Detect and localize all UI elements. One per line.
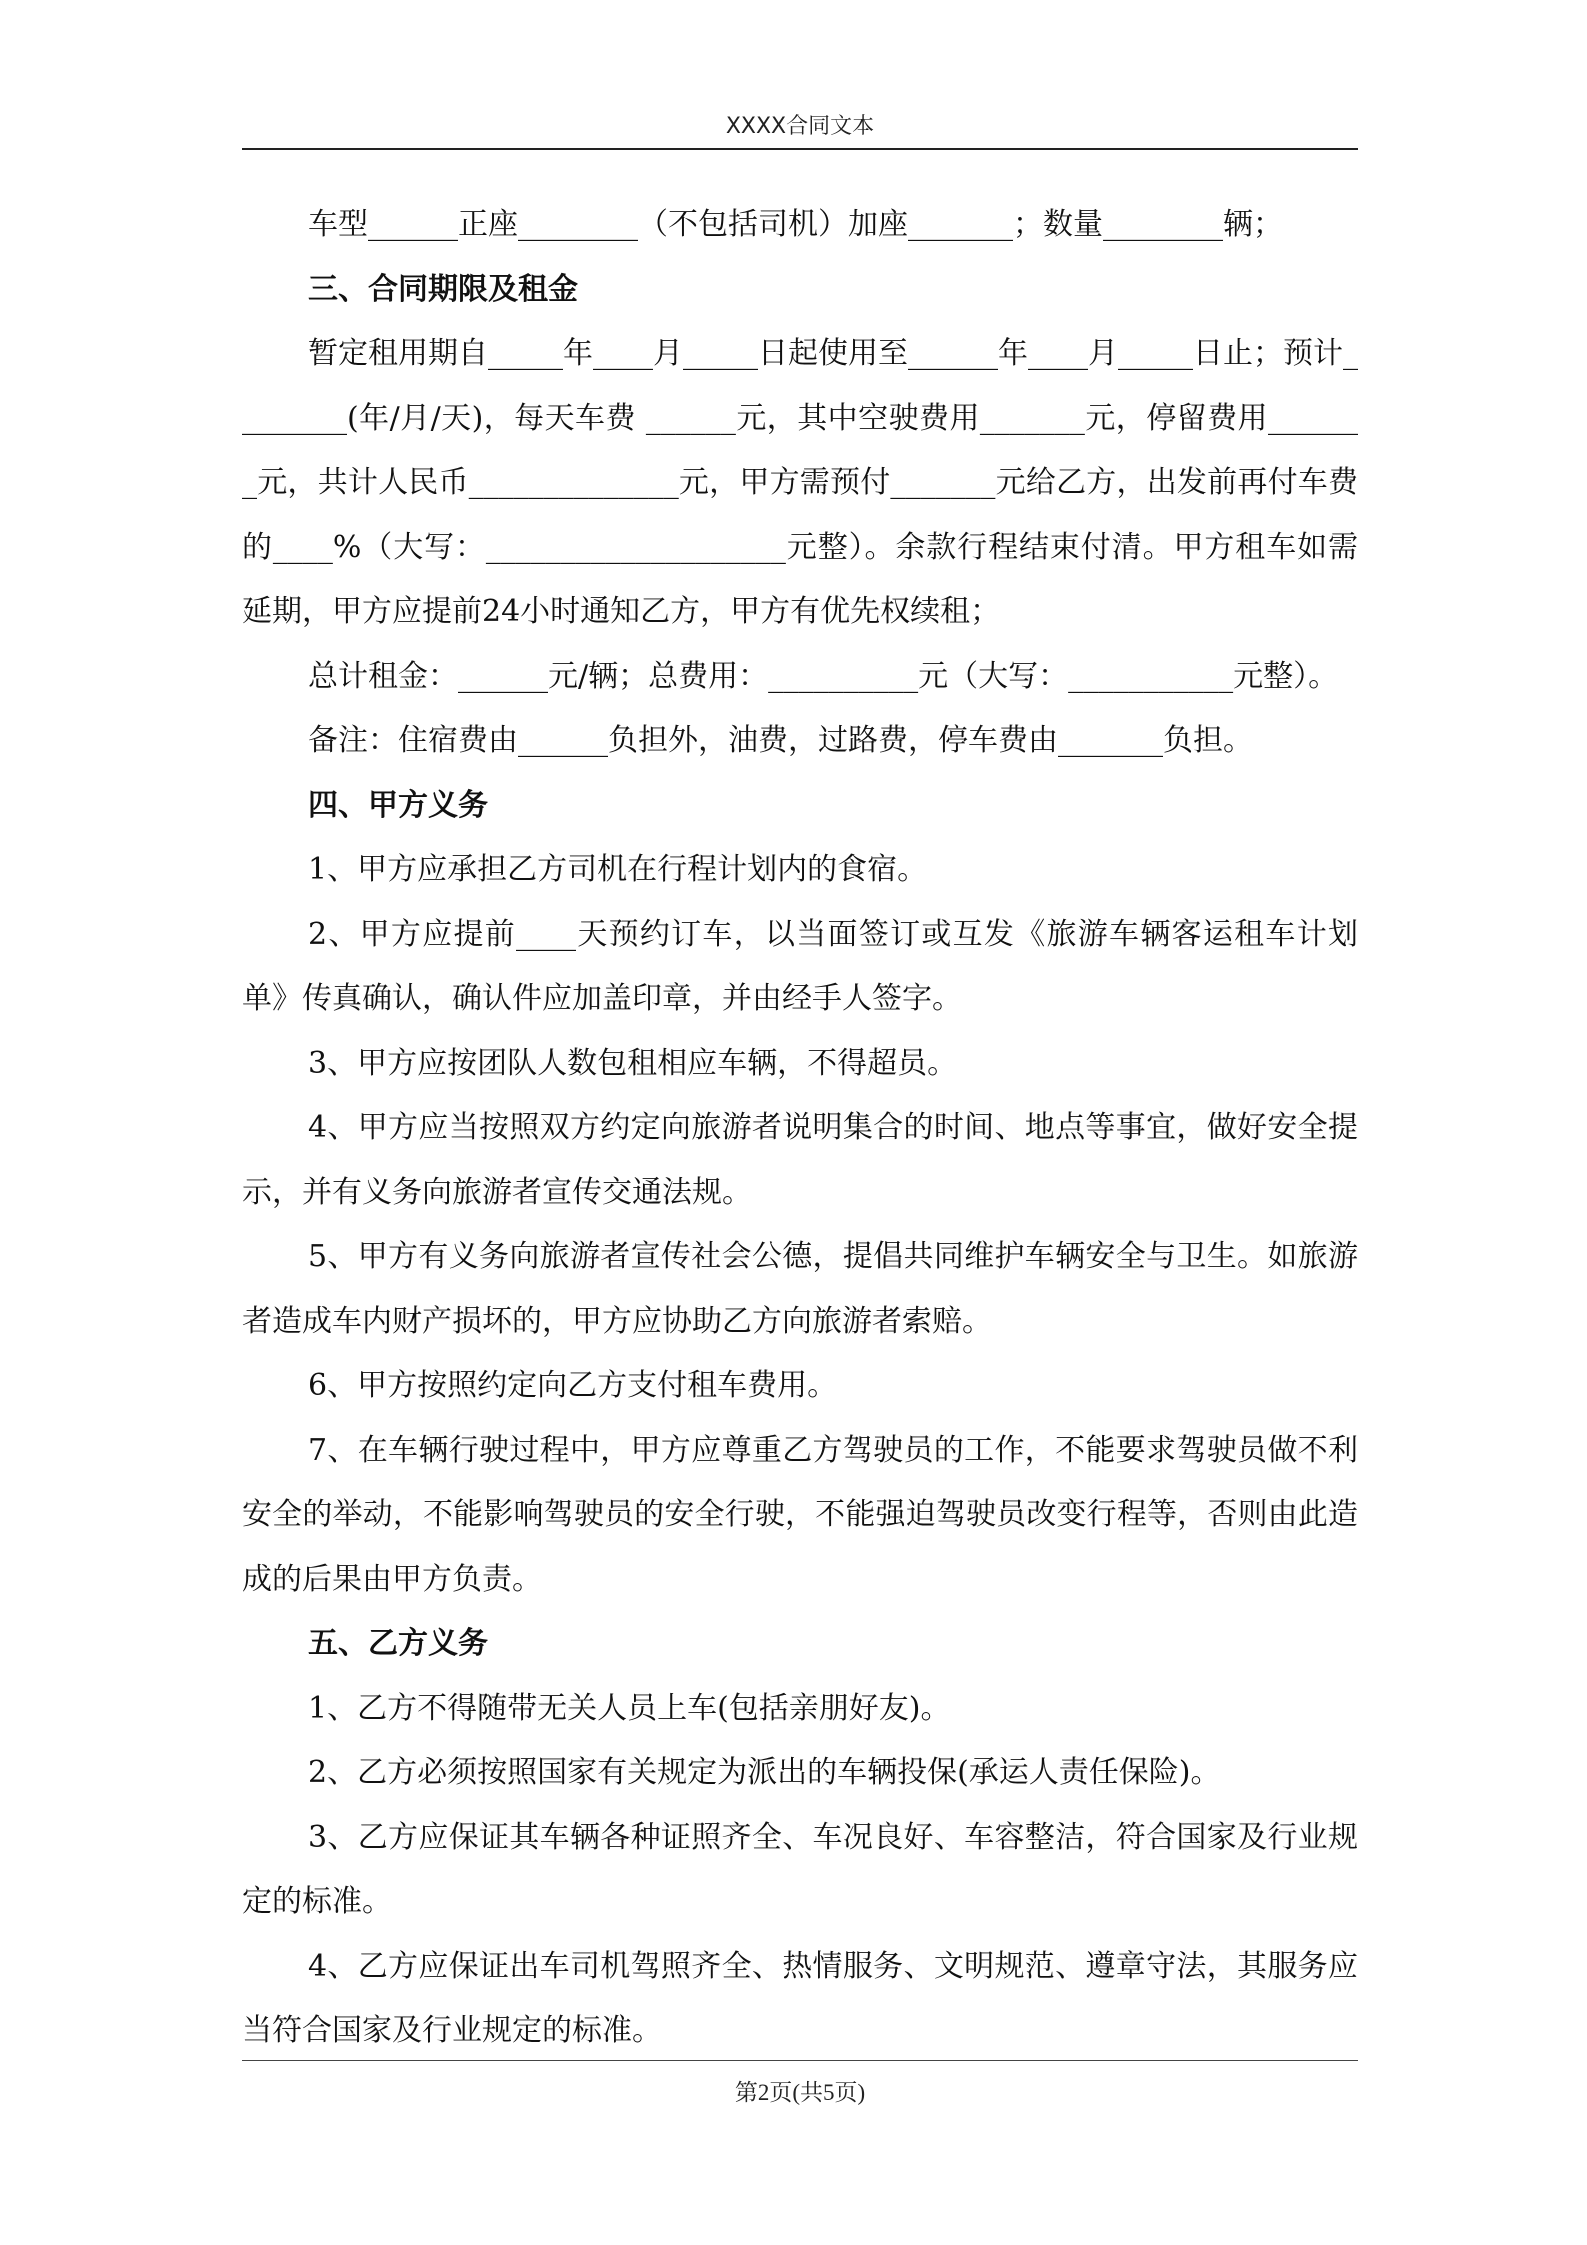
section-heading-term-rent: 三、合同期限及租金 [308,271,578,307]
party-b-clause: 1、乙方不得随带无关人员上车(包括亲朋好友)。 [308,1690,951,1726]
remarks-line: 备注：住宿费由______负担外，油费，过路费，停车费由_______负担。 [308,723,1253,758]
party-a-clause: 1、甲方应承担乙方司机在行程计划内的食宿。 [308,852,928,887]
rental-period-paragraph: 暂定租用期自_____年____月_____日起使用至______年____月_____日止；预计________(年/月/天)，每天车费 ______元，其中空驶费用_______元，停留费用_______元，共计人民币______________元，甲方需预付_______元给乙方，出发前再付车费的____%（大写：____________________元整）。余款行程结束付清。甲方租车如需延期，甲方应提前24小时通知乙方，甲方有优先权续租； [242,336,1358,629]
party-a-clause: 4、甲方应当按照双方约定向旅游者说明集合的时间、地点等事宜，做好安全提示，并有义务向旅游者宣传交通法规。 [242,1110,1358,1210]
party-b-clause: 2、乙方必须按照国家有关规定为派出的车辆投保(承运人责任保险)。 [308,1755,1221,1790]
party-a-clause: 3、甲方应按团队人数包租相应车辆，不得超员。 [308,1045,958,1081]
section-heading-party-a: 四、甲方义务 [308,787,488,823]
party-a-clause: 7、在车辆行驶过程中，甲方应尊重乙方驾驶员的工作，不能要求驾驶员做不利安全的举动，不能影响驾驶员的安全行驶，不能强迫驾驶员改变行程等，否则由此造成的后果由甲方负责。 [242,1432,1358,1597]
document-body [242,193,1358,2064]
page-header-title: XXXX合同文本 [725,114,875,139]
page-number: 第2页(共5页) [734,2080,866,2105]
vehicle-info-line: 车型______正座________（不包括司机）加座_______；数量________辆； [308,207,1283,242]
header-divider [242,148,1358,150]
footer-divider [242,2060,1358,2061]
party-a-clause: 5、甲方有义务向旅游者宣传社会公德，提倡共同维护车辆安全与卫生。如旅游者造成车内财产损坏的，甲方应协助乙方向旅游者索赔。 [242,1239,1358,1339]
party-a-clause: 6、甲方按照约定向乙方支付租车费用。 [308,1368,838,1403]
party-b-clause: 3、乙方应保证其车辆各种证照齐全、车况良好、车容整洁，符合国家及行业规定的标准。 [242,1819,1358,1919]
total-rent-line: 总计租金：______元/辆；总费用：__________元（大写：___________元整）。 [308,658,1339,694]
section-heading-party-b: 五、乙方义务 [308,1626,488,1661]
party-a-clause: 2、甲方应提前____天预约订车，以当面签订或互发《旅游车辆客运租车计划单》传真确认，确认件应加盖印章，并由经手人签字。 [242,916,1358,1016]
party-b-clause: 4、乙方应保证出车司机驾照齐全、热情服务、文明规范、遵章守法，其服务应当符合国家及行业规定的标准。 [242,1948,1358,2048]
